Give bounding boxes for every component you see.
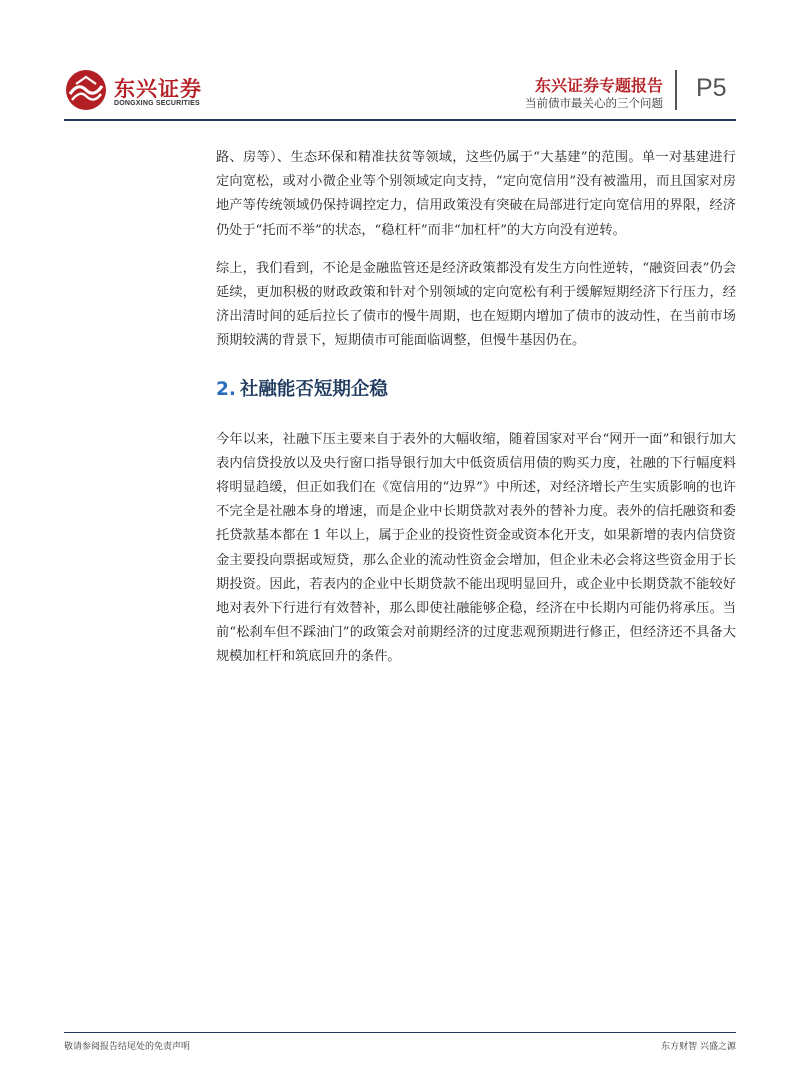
- report-subtitle: 当前债市最关心的三个问题: [525, 96, 663, 110]
- footer-slogan: 东方财智 兴盛之源: [661, 1042, 736, 1052]
- logo-chinese-name: 东兴证券: [114, 77, 202, 101]
- disclaimer-note: 敬请参阅报告结尾处的免责声明: [64, 1042, 191, 1052]
- page-header: [0, 0, 800, 125]
- header-divider: [675, 70, 677, 110]
- company-logo: [64, 68, 224, 118]
- report-title: 东兴证券专题报告: [534, 76, 663, 95]
- section-number: 2.: [216, 378, 236, 400]
- main-content: [216, 146, 736, 670]
- page-number: P5: [696, 74, 727, 102]
- section-heading: [216, 374, 736, 406]
- section-title-text: 社融能否短期企稳: [239, 378, 388, 400]
- footer-rule: [64, 1032, 736, 1033]
- dongxing-logo-icon: [64, 68, 108, 112]
- header-rule: [64, 119, 736, 121]
- logo-english-name: DONGXING SECURITIES: [114, 100, 200, 107]
- body-paragraph: 今年以来，社融下压主要来自于表外的大幅收缩，随着国家对平台“网开一面”和银行加大表内信贷投放以及央行窗口指导银行加大中低资质信用债的购买力度，社融的下行幅度料将明显趋缓，但正如我们在《宽信用的“边界”》中所述，对经济增长产生实质影响的也许不完全是社融本身的增速，而是企业中长期贷款对表外的替补力度。表外的信托融资和委托贷款基本都在 1 年以上，属于企业的投资性资金或资本化开支，如果新增的表内信贷资金主要投向票据或短贷，那么企业的流动性资金会增加，但企业未必会将这些资金用于长期投资。因此，若表内的企业中长期贷款不能出现明显回升，或企业中长期贷款不能较好地对表外下行进行有效替补，那么即使社融能够企稳，经济在中长期内可能仍将承压。当前“松刹车但不踩油门”的政策会对前期经济的过度悲观预期进行修正，但经济还不具备大规模加杠杆和筑底回升的条件。: [216, 431, 736, 665]
- body-paragraph: 路、房等）、生态环保和精准扶贫等领域，这些仍属于“大基建”的范围。单一对基建进行定向宽松，或对小微企业等个别领域定向支持，“定向宽信用”没有被滥用，而且国家对房地产等传统领域仍保持调控定力，信用政策没有突破在局部进行定向宽信用的界限，经济仍处于“托而不举”的状态，“稳杠杆”而非“加杠杆”的大方向没有逆转。: [216, 150, 736, 238]
- body-paragraph: 综上，我们看到，不论是金融监管还是经济政策都没有发生方向性逆转，“融资回表”仍会延续，更加积极的财政政策和针对个别领域的定向宽松有利于缓解短期经济下行压力，经济出清时间的延后拉长了债市的慢牛周期，也在短期内增加了债市的波动性，在当前市场预期较满的背景下，短期债市可能面临调整，但慢牛基因仍在。: [216, 260, 736, 349]
